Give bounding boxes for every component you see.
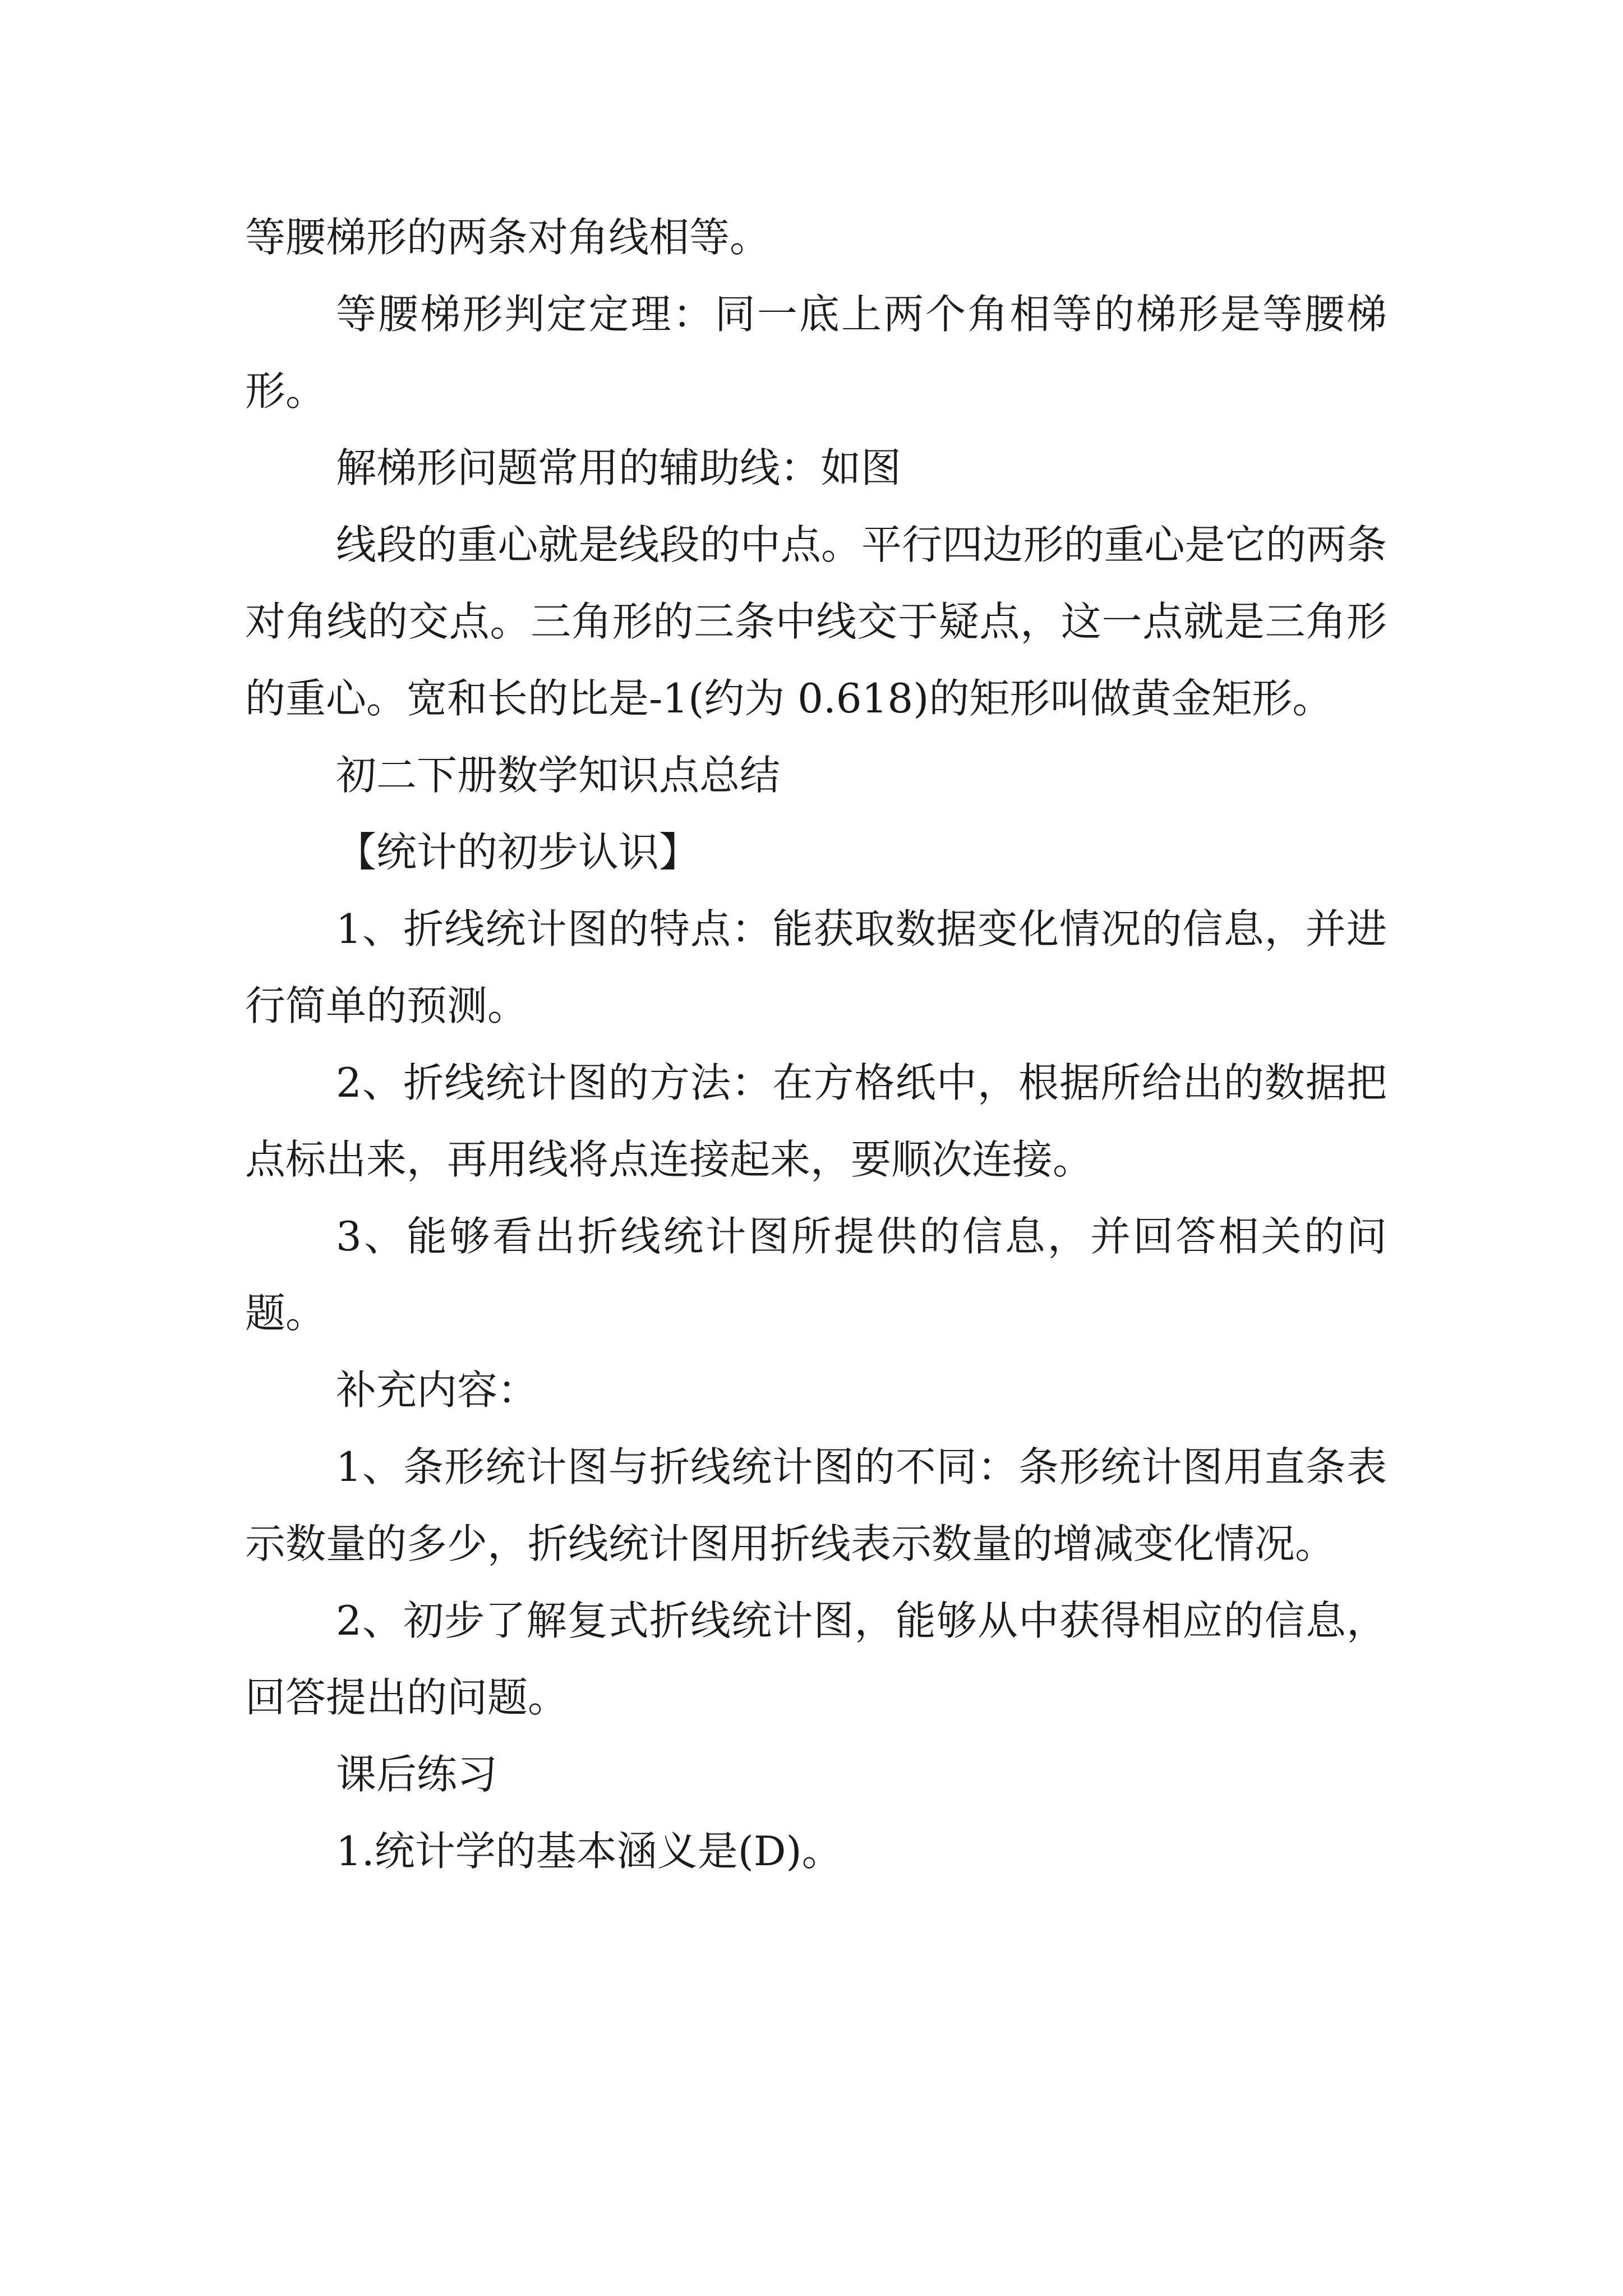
- section-heading-supplement: 补充内容：: [336, 1366, 538, 1414]
- section-heading-statistics: 【统计的初步认识】: [336, 829, 700, 876]
- paragraph-isosceles-diagonals: 等腰梯形的两条对角线相等。: [245, 214, 771, 261]
- paragraph-line-chart-features: 1、折线统计图的特点：能获取数据变化情况的信息，并进行简单的预测。: [245, 905, 1387, 1029]
- section-heading-grade8-summary: 初二下册数学知识点总结: [336, 752, 781, 799]
- paragraph-isosceles-theorem: 等腰梯形判定定理：同一底上两个角相等的梯形是等腰梯形。: [245, 291, 1387, 415]
- document-body: [245, 199, 1387, 1890]
- paragraph-compound-line-chart: 2、初步了解复式折线统计图，能够从中获得相应的信息，回答提出的问题。: [245, 1597, 1387, 1721]
- section-heading-exercises: 课后练习: [336, 1751, 498, 1798]
- paragraph-line-chart-method: 2、折线统计图的方法：在方格纸中，根据所给出的数据把点标出来，再用线将点连接起来，要顺次连接。: [245, 1059, 1387, 1183]
- exercise-question-1: 1.统计学的基本涵义是(D)。: [336, 1828, 842, 1875]
- paragraph-auxiliary-lines: 解梯形问题常用的辅助线：如图: [336, 444, 902, 491]
- paragraph-centroid-golden-rectangle: 线段的重心就是线段的中点。平行四边形的重心是它的两条对角线的交点。三角形的三条中线交于疑点，这一点就是三角形的重心。宽和长的比是-1(约为 0.618)的矩形叫做黄金矩形。: [245, 521, 1387, 722]
- paragraph-bar-vs-line: 1、条形统计图与折线统计图的不同：条形统计图用直条表示数量的多少，折线统计图用折线表示数量的增减变化情况。: [245, 1443, 1387, 1567]
- paragraph-line-chart-reading: 3、能够看出折线统计图所提供的信息，并回答相关的问题。: [245, 1213, 1387, 1337]
